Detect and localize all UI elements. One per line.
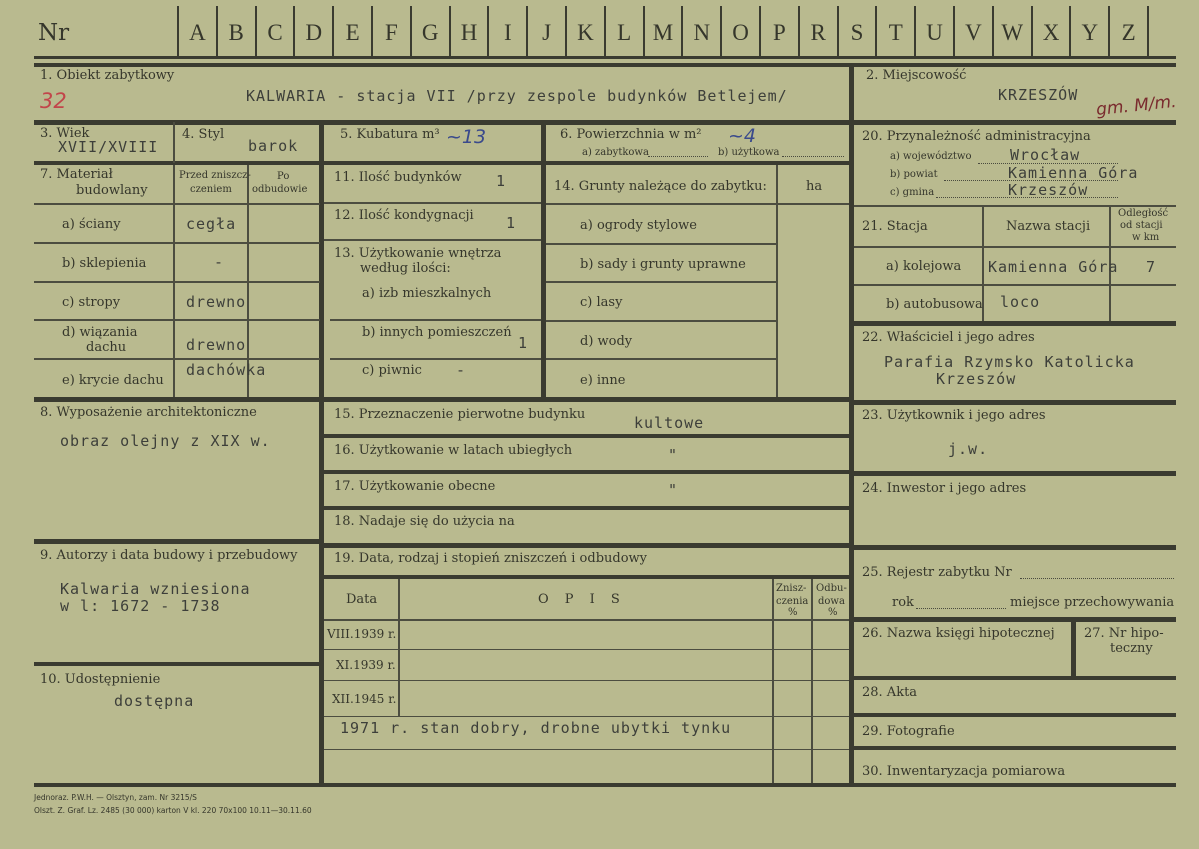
rule-f21-a xyxy=(854,284,1176,286)
f15-value: kultowe xyxy=(634,414,705,432)
f7-col-before-2: czeniem xyxy=(190,184,232,195)
letter-divider xyxy=(293,6,295,56)
nr-label: Nr xyxy=(38,20,70,46)
rule-f7-head xyxy=(34,203,320,205)
rule-f7-a xyxy=(34,242,320,244)
f7-e-label: e) krycie dachu xyxy=(62,373,164,388)
f19-date-1: VIII.1939 r. xyxy=(327,627,397,641)
f20-c-value: Krzeszów xyxy=(1008,181,1089,199)
letter-w: W xyxy=(1001,20,1024,45)
f21-col-name: Nazwa stacji xyxy=(1006,219,1091,234)
f14-unit: ha xyxy=(806,179,823,194)
f25-label: 25. Rejestr zabytku Nr xyxy=(862,565,1012,580)
letter-divider xyxy=(1031,6,1033,56)
letter-divider xyxy=(1108,6,1110,56)
f7-col-after-1: Po xyxy=(277,171,290,182)
rule-f14-c xyxy=(546,320,778,322)
rule-f7-c xyxy=(34,319,320,321)
f5-label: 5. Kubatura m³ xyxy=(340,127,440,142)
f20-b-label: b) powiat xyxy=(890,169,938,180)
f30-label: 30. Inwentaryzacja pomiarowa xyxy=(862,764,1066,779)
letter-j: J xyxy=(542,20,552,45)
rule-f7-b xyxy=(34,281,320,283)
letter-b: B xyxy=(228,20,244,45)
letter-n: N xyxy=(693,20,711,45)
f7-e-value: dachówka xyxy=(186,361,267,379)
letter-divider xyxy=(565,6,567,56)
f7-b-value: - xyxy=(214,253,225,271)
rule-top xyxy=(34,63,1176,67)
f4-value: barok xyxy=(248,137,299,155)
f25-rok: rok xyxy=(892,595,914,610)
f9-value-1: Kalwaria wzniesiona xyxy=(60,580,251,598)
rule-under-f3 xyxy=(34,161,849,165)
f21-col-dist-2: od stacji xyxy=(1120,220,1163,231)
f6-sub-b: b) użytkowa xyxy=(718,147,780,158)
letter-z: Z xyxy=(1121,20,1136,45)
f6-value: ~4 xyxy=(728,125,757,147)
rule-f19-r3 xyxy=(324,716,849,717)
rule-f13-a xyxy=(330,319,541,321)
f5-value: ~13 xyxy=(446,126,487,148)
f20-b-value: Kamienna Góra xyxy=(1008,164,1139,182)
letter-f: F xyxy=(384,20,398,45)
f20-a-value: Wrocław xyxy=(1010,146,1081,164)
f19-date-2: XI.1939 r. xyxy=(336,658,396,672)
f13-b-value: 1 xyxy=(518,334,529,352)
letter-divider xyxy=(875,6,877,56)
letter-divider xyxy=(449,6,451,56)
f19-col-date: Data xyxy=(346,592,378,607)
letter-divider xyxy=(1069,6,1071,56)
f21-b-name: loco xyxy=(1000,293,1041,311)
letter-divider xyxy=(798,6,800,56)
letter-divider xyxy=(953,6,955,56)
f7-d-label-1: d) wiązania xyxy=(62,325,138,340)
f12-value: 1 xyxy=(506,214,517,232)
f19-col-z-3: % xyxy=(788,607,798,618)
letter-g: G xyxy=(421,20,439,45)
f21-col-dist-1: Odległość xyxy=(1118,208,1169,219)
rule-f14-d xyxy=(546,358,778,360)
letter-c: C xyxy=(267,20,283,45)
letter-divider xyxy=(604,6,606,56)
rule-f29 xyxy=(854,746,1176,750)
letter-u: U xyxy=(926,20,943,45)
f21-a-name: Kamienna Góra xyxy=(988,258,1119,276)
letter-divider xyxy=(681,6,683,56)
f22-value-1: Parafia Rzymsko Katolicka xyxy=(884,353,1135,371)
f13-b-label: b) innych pomieszczeń xyxy=(362,325,512,340)
rule-f19-head-bottom xyxy=(324,619,849,621)
f18-label: 18. Nadaje się do użycia na xyxy=(334,514,515,529)
rule-f19-head-top xyxy=(324,575,849,579)
f29-label: 29. Fotografie xyxy=(862,724,955,739)
rule-f16 xyxy=(324,470,849,474)
rule-f9 xyxy=(34,662,320,666)
footer-line-1: Jednoraz. P.W.H. — Olsztyn, zam. Nr 3215/S xyxy=(34,793,197,802)
f28-label: 28. Akta xyxy=(862,685,918,700)
f2-value: KRZESZÓW xyxy=(998,86,1079,104)
rule-f15 xyxy=(324,434,849,438)
rule-f21-head xyxy=(854,246,1176,248)
rule-f26 xyxy=(854,676,1176,680)
f20-c-label: c) gmina xyxy=(890,187,935,198)
f14-c: c) lasy xyxy=(580,295,623,310)
f1-value: KALWARIA - stacja VII /przy zespole budynków Betlejem/ xyxy=(246,87,788,105)
letter-l: L xyxy=(617,20,632,45)
f25-miejsce: miejsce przechowywania xyxy=(1010,595,1175,610)
f3-label: 3. Wiek xyxy=(40,126,90,141)
rule-f19-v-z xyxy=(772,579,774,786)
f9-value-2: w l: 1672 - 1738 xyxy=(60,597,221,615)
letter-divider xyxy=(371,6,373,56)
rule-f26-f27 xyxy=(1071,622,1076,677)
rule-f14-head xyxy=(546,203,849,205)
f7-c-value: drewno xyxy=(186,293,247,311)
f13-c-value: - xyxy=(456,361,467,379)
f1-red-mark: 32 xyxy=(40,89,67,113)
f17-value: " xyxy=(668,481,679,499)
f19-note: 1971 r. stan dobry, drobne ubytki tynku xyxy=(340,719,732,737)
letter-divider xyxy=(255,6,257,56)
f19-col-o-3: % xyxy=(828,607,838,618)
f19-col-z-1: Znisz- xyxy=(776,583,807,594)
rule-f11 xyxy=(324,202,541,204)
letter-divider xyxy=(216,6,218,56)
letter-divider xyxy=(759,6,761,56)
f6-sub-a: a) zabytkowa xyxy=(582,147,649,158)
f7-a-label: a) ściany xyxy=(62,217,121,232)
f1-label: 1. Obiekt zabytkowy xyxy=(40,68,175,83)
f21-a-label: a) kolejowa xyxy=(886,259,962,274)
f17-label: 17. Użytkowanie obecne xyxy=(334,479,496,494)
rule-f12 xyxy=(324,239,541,241)
f16-value: " xyxy=(668,446,679,464)
footer-line-2: Olszt. Z. Graf. Lz. 2485 (30 000) karton V kl. 220 70x100 10.11—30.11.60 xyxy=(34,806,312,815)
f19-col-desc: O P I S xyxy=(538,592,626,607)
letter-divider xyxy=(487,6,489,56)
letter-p: P xyxy=(772,20,786,45)
letter-divider xyxy=(914,6,916,56)
f12-label: 12. Ilość kondygnacji xyxy=(334,208,474,223)
f21-a-dist: 7 xyxy=(1146,258,1157,276)
letter-divider xyxy=(526,6,528,56)
f8-label: 8. Wyposażenie architektoniczne xyxy=(40,405,257,420)
f23-label: 23. Użytkownik i jego adres xyxy=(862,408,1046,423)
letter-i: I xyxy=(503,20,512,45)
rule-f25 xyxy=(854,617,1176,622)
f26-label: 26. Nazwa księgi hipotecznej xyxy=(862,626,1055,641)
f14-a: a) ogrody stylowe xyxy=(580,218,697,233)
letter-x: X xyxy=(1042,20,1060,45)
f14-label: 14. Grunty należące do zabytku: xyxy=(554,179,767,194)
f22-label: 22. Właściciel i jego adres xyxy=(862,330,1035,345)
f27-label-2: teczny xyxy=(1110,641,1153,656)
rule-f24 xyxy=(854,545,1176,550)
rule-under-f7 xyxy=(34,397,849,402)
letter-divider xyxy=(332,6,334,56)
f7-b-label: b) sklepienia xyxy=(62,256,147,271)
f7-d-value: drewno xyxy=(186,336,247,354)
rule-f21 xyxy=(854,321,1176,326)
rule-f18 xyxy=(324,543,849,548)
rule-f19-r4 xyxy=(324,749,849,750)
f21-label: 21. Stacja xyxy=(862,219,928,234)
f20-a-label: a) województwo xyxy=(890,151,972,162)
letter-divider xyxy=(643,6,645,56)
letter-r: R xyxy=(810,20,826,45)
f10-value: dostępna xyxy=(114,692,195,710)
f4-label: 4. Styl xyxy=(182,127,225,142)
rule-f23 xyxy=(854,471,1176,476)
letter-y: Y xyxy=(1081,20,1099,45)
f7-a-value: cegła xyxy=(186,215,237,233)
rule-f20 xyxy=(854,205,1176,207)
letter-divider xyxy=(837,6,839,56)
rule-f19-r2 xyxy=(324,680,849,681)
f7-label-2: budowlany xyxy=(76,183,148,198)
f2-handwritten: gm. M/m. xyxy=(1095,91,1178,121)
f19-col-o-1: Odbu- xyxy=(816,583,847,594)
f7-label-1: 7. Materiał xyxy=(40,167,113,182)
f2-label: 2. Miejscowość xyxy=(866,68,967,83)
letter-e: E xyxy=(345,20,360,45)
f9-label: 9. Autorzy i data budowy i przebudowy xyxy=(40,548,298,563)
rule-bottom xyxy=(34,783,1176,787)
f21-col-dist-3: w km xyxy=(1132,232,1160,243)
rule-f7-v1 xyxy=(173,165,175,398)
letter-s: S xyxy=(850,20,864,45)
f13-a-label: a) izb mieszkalnych xyxy=(362,286,492,301)
rule-f17 xyxy=(324,506,849,510)
rule-f14-b xyxy=(546,281,778,283)
rule-f19-r1 xyxy=(324,649,849,650)
f21-b-label: b) autobusowa xyxy=(886,297,983,312)
letter-divider xyxy=(177,6,179,56)
f13-label-2: według ilości: xyxy=(360,261,451,276)
rule-f19-v-date xyxy=(398,579,400,717)
f10-label: 10. Udostępnienie xyxy=(40,672,161,687)
letter-divider xyxy=(1147,6,1149,56)
rule-f8 xyxy=(34,539,320,544)
rule-f14-a xyxy=(546,243,778,245)
f14-b: b) sady i grunty uprawne xyxy=(580,257,746,272)
letter-t: T xyxy=(888,20,903,45)
letter-divider xyxy=(720,6,722,56)
f22-value-2: Krzeszów xyxy=(936,370,1017,388)
rule-f13-b xyxy=(330,358,541,360)
f14-e: e) inne xyxy=(580,373,626,388)
f7-col-before-1: Przed zniszcz- xyxy=(179,170,251,181)
f19-col-o-2: dowa xyxy=(818,596,845,607)
f11-value: 1 xyxy=(496,172,507,190)
letter-o: O xyxy=(732,20,749,45)
f16-label: 16. Użytkowanie w latach ubiegłych xyxy=(334,443,573,458)
f6-label: 6. Powierzchnia w m² xyxy=(560,127,702,142)
letter-m: M xyxy=(652,20,674,45)
rule-under-f2 xyxy=(854,120,1176,125)
rule-f3-f4 xyxy=(173,122,175,163)
f8-value: obraz olejny z XIX w. xyxy=(60,432,271,450)
f7-col-after-2: odbudowie xyxy=(252,184,308,195)
f19-date-3: XII.1945 r. xyxy=(332,692,397,706)
f15-label: 15. Przeznaczenie pierwotne budynku xyxy=(334,407,586,422)
f19-col-z-2: czenia xyxy=(776,596,809,607)
letter-d: D xyxy=(305,20,323,45)
rule-f22 xyxy=(854,400,1176,405)
f13-label-1: 13. Użytkowanie wnętrza xyxy=(334,246,502,261)
f27-label-1: 27. Nr hipo- xyxy=(1084,626,1164,641)
rule-f19-v-o xyxy=(811,579,813,786)
header-bottom-rule xyxy=(34,56,1176,59)
f3-value: XVII/XVIII xyxy=(58,138,159,156)
f20-label: 20. Przynależność administracyjna xyxy=(862,129,1091,144)
f7-c-label: c) stropy xyxy=(62,295,121,310)
letter-a: A xyxy=(189,20,206,45)
f14-d: d) wody xyxy=(580,334,633,349)
rule-f28 xyxy=(854,713,1176,717)
letter-h: H xyxy=(460,20,478,45)
f11-label: 11. Ilość budynków xyxy=(334,170,462,185)
letter-divider xyxy=(410,6,412,56)
f24-label: 24. Inwestor i jego adres xyxy=(862,481,1027,496)
letter-k: K xyxy=(577,20,594,45)
f7-d-label-2: dachu xyxy=(86,340,127,355)
rule-col-left xyxy=(319,122,324,786)
f13-c-label: c) piwnic xyxy=(362,363,422,378)
rule-f7-d xyxy=(34,358,320,360)
letter-divider xyxy=(992,6,994,56)
f23-value: j.w. xyxy=(948,440,989,458)
f19-label: 19. Data, rodzaj i stopień zniszczeń i odbudowy xyxy=(334,551,648,566)
letter-v: V xyxy=(965,20,982,45)
